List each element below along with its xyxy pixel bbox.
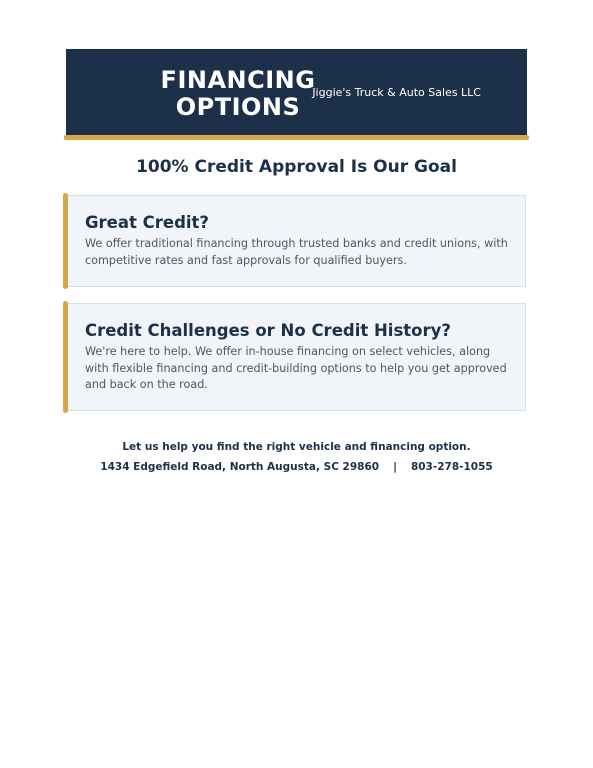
- phone-number: 803-278-1055: [410, 461, 493, 473]
- company-name: Jiggie's Truck & Auto Sales LLC: [312, 86, 481, 99]
- call-to-action: Let us help you find the right vehicle and financing option.: [122, 441, 471, 453]
- card-title: Great Credit?: [85, 213, 209, 232]
- credit-challenges-card: [66, 303, 526, 411]
- separator: |: [393, 461, 397, 473]
- header-banner: [66, 49, 527, 135]
- contact-line: [0, 460, 593, 474]
- tagline: 100% Credit Approval Is Our Goal: [136, 157, 457, 177]
- card-accent-bar: [63, 301, 68, 413]
- card-body: We offer traditional financing through trusted banks and credit unions, with competitive rates and fast approvals for qualified buyers.: [85, 237, 508, 267]
- card-body: We're here to help. We offer in-house financing on select vehicles, along with flexible financing and credit-building options to help you get approved and back on the road.: [85, 345, 507, 391]
- title-line-2: OPTIONS: [175, 93, 301, 121]
- page-title: [158, 67, 318, 121]
- great-credit-card: [66, 195, 526, 287]
- card-accent-bar: [63, 193, 68, 289]
- address: 1434 Edgefield Road, North Augusta, SC 29860: [100, 461, 380, 473]
- title-line-1: FINANCING: [160, 66, 316, 94]
- card-title: Credit Challenges or No Credit History?: [85, 321, 451, 340]
- header-divider: [64, 135, 529, 140]
